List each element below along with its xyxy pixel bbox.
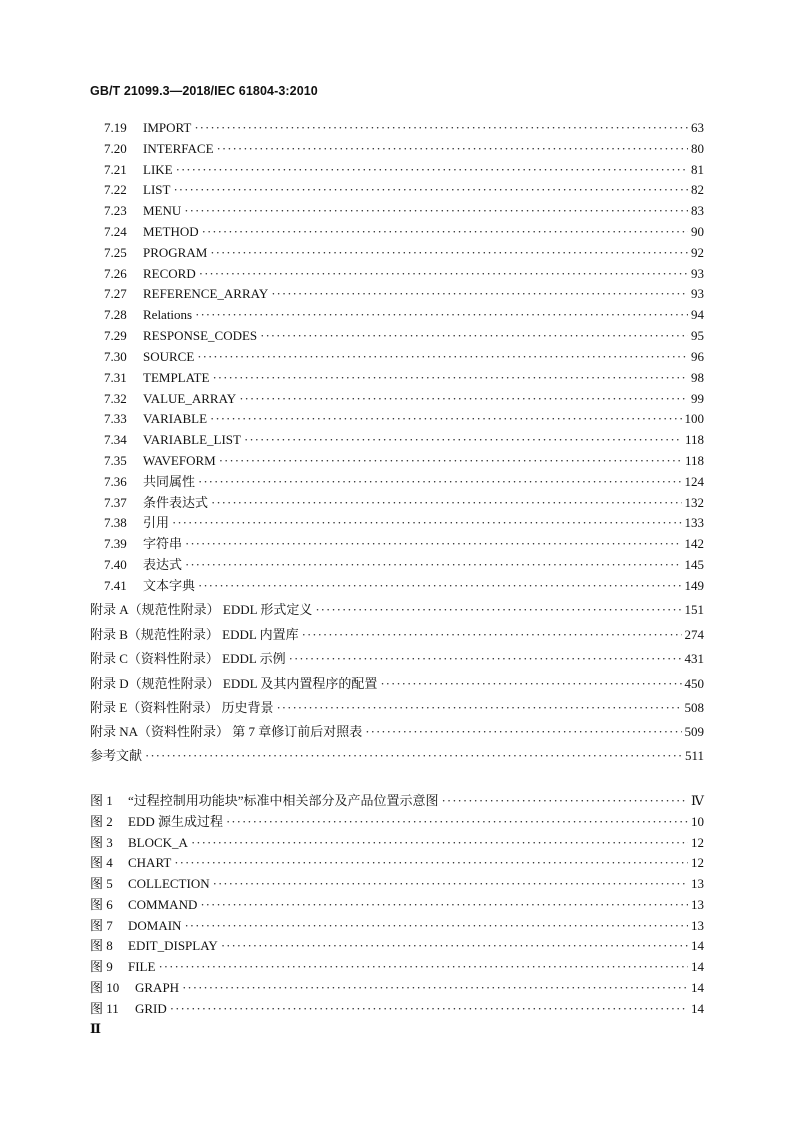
figure-entry[interactable] [90, 854, 704, 872]
leader-dots [185, 535, 681, 553]
leader-dots [184, 917, 688, 935]
entry-page: 274 [684, 627, 704, 642]
figure-number: 图 1 [90, 793, 113, 808]
toc-entry[interactable] [104, 494, 704, 512]
toc-entry[interactable] [104, 223, 704, 241]
leader-dots [170, 1000, 688, 1018]
leader-dots [239, 390, 688, 408]
figure-number: 图 6 [90, 897, 113, 912]
leader-dots [217, 140, 688, 158]
entry-page: 98 [691, 370, 704, 385]
entry-page: 509 [684, 724, 704, 739]
leader-dots [442, 792, 688, 810]
entry-title: 文本字典 [143, 578, 196, 593]
figure-number: 图 3 [90, 835, 113, 850]
entry-page: 118 [684, 453, 704, 468]
entry-page: 12 [691, 835, 704, 850]
appendix-entry[interactable] [90, 626, 704, 644]
entry-page: 450 [684, 676, 704, 691]
entry-page: 96 [691, 349, 704, 364]
entry-title: PROGRAM [143, 245, 208, 260]
entry-page: 14 [691, 1001, 704, 1016]
leader-dots [198, 577, 681, 595]
leader-dots [185, 556, 681, 574]
appendix-title: 附录 B（规范性附录） EDDL 内置库 [90, 627, 299, 642]
leader-dots [271, 285, 688, 303]
entry-number: 7.20 [104, 141, 127, 156]
entry-number: 7.24 [104, 224, 127, 239]
entry-page: 81 [691, 162, 704, 177]
appendix-entry[interactable] [90, 699, 704, 717]
entry-number: 7.34 [104, 432, 127, 447]
leader-dots [198, 473, 681, 491]
figure-entry[interactable] [90, 958, 704, 976]
entry-page: 142 [684, 536, 704, 551]
appendix-entry[interactable] [90, 723, 704, 741]
entry-title: WAVEFORM [143, 453, 216, 468]
figure-number: 图 7 [90, 918, 113, 933]
toc-entry[interactable] [104, 556, 704, 574]
entry-page: 100 [684, 411, 704, 426]
entry-title: MENU [143, 203, 182, 218]
entry-title: VALUE_ARRAY [143, 391, 237, 406]
entry-title: SOURCE [143, 349, 195, 364]
entry-page: 508 [684, 700, 704, 715]
entry-title: REFERENCE_ARRAY [143, 286, 269, 301]
toc-entry[interactable] [104, 452, 704, 470]
figure-entry[interactable] [90, 896, 704, 914]
appendix-title: 附录 A（规范性附录） EDDL 形式定义 [90, 602, 313, 617]
entry-page: 92 [691, 245, 704, 260]
entry-title: RECORD [143, 266, 196, 281]
toc-entry[interactable] [104, 327, 704, 345]
leader-dots [289, 650, 682, 668]
leader-dots [197, 348, 688, 366]
leader-dots [191, 834, 688, 852]
entry-number: 7.38 [104, 515, 127, 530]
entry-page: 93 [691, 266, 704, 281]
entry-title: VARIABLE_LIST [143, 432, 241, 447]
entry-title: TEMPLATE [143, 370, 210, 385]
entry-title: INTERFACE [143, 141, 214, 156]
leader-dots [210, 244, 688, 262]
entry-page: 124 [684, 474, 704, 489]
figure-title: COMMAND [128, 897, 198, 912]
entry-page: 90 [691, 224, 704, 239]
toc-entry[interactable] [104, 161, 704, 179]
toc-entry[interactable] [104, 265, 704, 283]
entry-page: 431 [684, 651, 704, 666]
figure-title: GRID [135, 1001, 167, 1016]
toc-entry[interactable] [104, 473, 704, 491]
leader-dots [302, 626, 682, 644]
leader-dots [174, 854, 688, 872]
entry-title: METHOD [143, 224, 199, 239]
entry-number: 7.36 [104, 474, 127, 489]
entry-title: 条件表达式 [143, 495, 209, 510]
entry-page: 13 [691, 897, 704, 912]
entry-number: 7.28 [104, 307, 127, 322]
figure-entry[interactable] [90, 875, 704, 893]
entry-page: 12 [691, 855, 704, 870]
figure-title: GRAPH [135, 980, 180, 995]
entry-page: 63 [691, 120, 704, 135]
appendix-title: 附录 C（资料性附录） EDDL 示例 [90, 651, 286, 666]
entry-title: 共同属性 [143, 474, 196, 489]
toc-entry[interactable] [104, 119, 704, 137]
figure-title: EDIT_DISPLAY [128, 938, 218, 953]
entry-title: 引用 [143, 515, 170, 530]
entry-title: VARIABLE [143, 411, 208, 426]
entry-title: Relations [143, 307, 193, 322]
entry-number: 7.37 [104, 495, 127, 510]
entry-number: 7.30 [104, 349, 127, 364]
leader-dots [219, 452, 682, 470]
appendix-title: 附录 E（资料性附录） 历史背景 [90, 700, 274, 715]
toc-entry[interactable] [104, 369, 704, 387]
figure-entry[interactable] [90, 792, 704, 810]
appendix-entry[interactable] [90, 650, 704, 668]
toc-entry[interactable] [104, 390, 704, 408]
entry-page: 13 [691, 918, 704, 933]
entry-page: 99 [691, 391, 704, 406]
toc-entry[interactable] [104, 577, 704, 595]
entry-page: 14 [691, 938, 704, 953]
leader-dots [213, 875, 688, 893]
entry-page: 511 [684, 748, 704, 763]
leader-dots [176, 161, 688, 179]
toc-entry[interactable] [104, 181, 704, 199]
entry-number: 7.19 [104, 120, 127, 135]
entry-page: 133 [684, 515, 704, 530]
leader-dots [260, 327, 688, 345]
entry-title: 表达式 [143, 557, 183, 572]
entry-page: 95 [691, 328, 704, 343]
toc-entry[interactable] [104, 535, 704, 553]
figure-number: 图 11 [90, 1001, 119, 1016]
appendix-title: 附录 NA（资料性附录） 第 7 章修订前后对照表 [90, 724, 363, 739]
leader-dots [380, 675, 681, 693]
references-title: 参考文献 [90, 748, 143, 763]
entry-page: Ⅳ [691, 793, 704, 808]
entry-page: 132 [684, 495, 704, 510]
toc-entry[interactable] [104, 285, 704, 303]
entry-number: 7.39 [104, 536, 127, 551]
entry-page: 83 [691, 203, 704, 218]
page-number: Ⅱ [90, 1021, 101, 1036]
entry-title: LIST [143, 182, 171, 197]
entry-title: LIKE [143, 162, 173, 177]
entry-number: 7.26 [104, 266, 127, 281]
entry-number: 7.32 [104, 391, 127, 406]
toc-entry[interactable] [104, 244, 704, 262]
figure-title: DOMAIN [128, 918, 182, 933]
standard-header: GB/T 21099.3—2018/IEC 61804-3:2010 [90, 84, 318, 98]
leader-dots [202, 223, 688, 241]
leader-dots [365, 723, 681, 741]
entry-page: 93 [691, 286, 704, 301]
entry-page: 82 [691, 182, 704, 197]
figure-entry[interactable] [90, 1000, 704, 1018]
entry-title: IMPORT [143, 120, 192, 135]
leader-dots [158, 958, 688, 976]
appendix-entry[interactable] [90, 601, 704, 619]
toc-entry[interactable] [104, 202, 704, 220]
leader-dots [244, 431, 682, 449]
entry-page: 13 [691, 876, 704, 891]
appendix-entry[interactable] [90, 675, 704, 693]
entry-number: 7.40 [104, 557, 127, 572]
toc-entry[interactable] [104, 514, 704, 532]
leader-dots [276, 699, 681, 717]
appendix-title: 附录 D（规范性附录） EDDL 及其内置程序的配置 [90, 676, 378, 691]
leader-dots [194, 119, 688, 137]
entry-number: 7.33 [104, 411, 127, 426]
leader-dots [173, 181, 688, 199]
leader-dots [145, 747, 682, 765]
entry-title: RESPONSE_CODES [143, 328, 258, 343]
figure-title: “过程控制用功能块”标准中相关部分及产品位置示意图 [128, 793, 439, 808]
toc-entry[interactable] [104, 140, 704, 158]
entry-title: 字符串 [143, 536, 183, 551]
entry-page: 118 [684, 432, 704, 447]
figure-number: 图 8 [90, 938, 113, 953]
leader-dots [199, 265, 688, 283]
references-entry[interactable] [90, 747, 704, 765]
leader-dots [210, 410, 681, 428]
toc-entry[interactable] [104, 410, 704, 428]
entry-number: 7.21 [104, 162, 127, 177]
figure-entry[interactable] [90, 917, 704, 935]
entry-number: 7.35 [104, 453, 127, 468]
figure-title: BLOCK_A [128, 835, 188, 850]
figure-entry[interactable] [90, 979, 704, 997]
leader-dots [200, 896, 688, 914]
figure-number: 图 2 [90, 814, 113, 829]
figure-number: 图 4 [90, 855, 113, 870]
entry-number: 7.41 [104, 578, 127, 593]
entry-number: 7.29 [104, 328, 127, 343]
entry-number: 7.25 [104, 245, 127, 260]
entry-number: 7.27 [104, 286, 127, 301]
toc-entry[interactable] [104, 306, 704, 324]
leader-dots [226, 813, 688, 831]
entry-page: 149 [684, 578, 704, 593]
entry-number: 7.22 [104, 182, 127, 197]
leader-dots [184, 202, 688, 220]
figure-entry[interactable] [90, 834, 704, 852]
entry-page: 145 [684, 557, 704, 572]
entry-number: 7.23 [104, 203, 127, 218]
figure-number: 图 9 [90, 959, 113, 974]
entry-page: 151 [684, 602, 704, 617]
leader-dots [315, 601, 681, 619]
figure-entry[interactable] [90, 937, 704, 955]
figure-entry[interactable] [90, 813, 704, 831]
entry-number: 7.31 [104, 370, 127, 385]
entry-page: 14 [691, 980, 704, 995]
entry-page: 80 [691, 141, 704, 156]
toc-entry[interactable] [104, 348, 704, 366]
leader-dots [195, 306, 688, 324]
entry-page: 94 [691, 307, 704, 322]
leader-dots [182, 979, 688, 997]
figure-title: COLLECTION [128, 876, 210, 891]
leader-dots [172, 514, 681, 532]
entry-page: 14 [691, 959, 704, 974]
leader-dots [221, 937, 688, 955]
figure-title: FILE [128, 959, 156, 974]
entry-page: 10 [691, 814, 704, 829]
figure-number: 图 5 [90, 876, 113, 891]
leader-dots [212, 369, 688, 387]
figure-title: EDD 源生成过程 [128, 814, 223, 829]
leader-dots [211, 494, 681, 512]
toc-entry[interactable] [104, 431, 704, 449]
figure-number: 图 10 [90, 980, 120, 995]
figure-title: CHART [128, 855, 172, 870]
